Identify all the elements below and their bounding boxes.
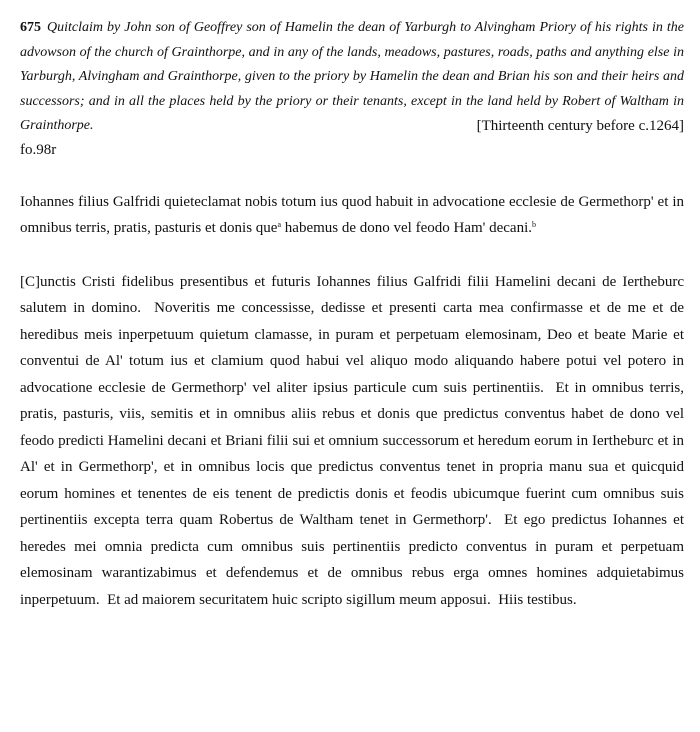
document-page <box>20 16 688 613</box>
calendar-text-part2: habemus de dono vel feodo Ham' decani. <box>281 220 532 237</box>
footnote-marker-b: b <box>532 220 536 230</box>
entry-number: 675 <box>20 20 41 35</box>
calendar-paragraph <box>20 189 684 242</box>
calendar-text-part1: Iohannes filius Galfridi quieteclamat nobis totum ius quod habuit in advocatione ecclesie de Germethorp' et in omnibus terris, pratis, pasturis et donis que <box>20 193 684 237</box>
charter-text: [C]unctis Cristi fidelibus presentibus et futuris Iohannes filius Galfridi filii Hamelini decani de Iertheburc salutem in domino. Noveritis me concessisse, dedisse et presenti carta mea confirmasse et de me et de heredibus meis inperpetuum quietum clamasse, in puram et perpetuam elemosinam, Deo et beate Marie et conventui de Al' totum ius et clamium quod habui vel aliquo modo aliquando habere potui vel potero in advocatione ecclesie de Germethorp' vel aliter ipsius particule cum suis pertinentiis. Et in omnibus terris, pratis, pasturis, viis, semitis et in omnibus aliis rebus et donis que predictus conventus habet de dono vel feodo predicti Hamelini decani et Briani filii sui et omnium successorum et heredum eorum in Iertheburc et in Al' et in Germethorp', et in omnibus locis que predictus conventus tenet in propria manu sua et quicquid eorum homines et tenentes de eis tenent de predictis donis et feodis ubicumque fuerint cum omnibus suis pertinentiis excepta terra quam Robertus de Waltham tenet in Germethorp'. Et ego predictus Iohannes et heredes mei omnia predicta cum omnibus suis pertinentiis predicto conventus in puram et perpetuam elemosinam warantizabimus et defendemus et de omnibus rebus erga omnes homines adquietabimus inperpetuum. Et ad maiorem securitatem huic scripto sigillum meum apposui. Hiis testibus. <box>20 273 688 608</box>
entry-summary: Quitclaim by John son of Geoffrey son of Hamelin the dean of Yarburgh to Alvingham Priory of his rights in the advowson of the church of Grainthorpe, and in any of the lands, meadows, pastures, roads, paths and anything else in Yarburgh, Alvingham and Grainthorpe, given to the priory by Hamelin the dean and Brian his son and their heirs and successors; and in all the places held by the priory or their tenants, except in the land held by Robert of Waltham in Grainthorpe. <box>20 20 684 134</box>
footnote-marker-a: a <box>277 220 282 230</box>
folio-reference: fo.98r <box>20 141 57 158</box>
entry-date: [Thirteenth century before c.1264] <box>476 118 684 135</box>
